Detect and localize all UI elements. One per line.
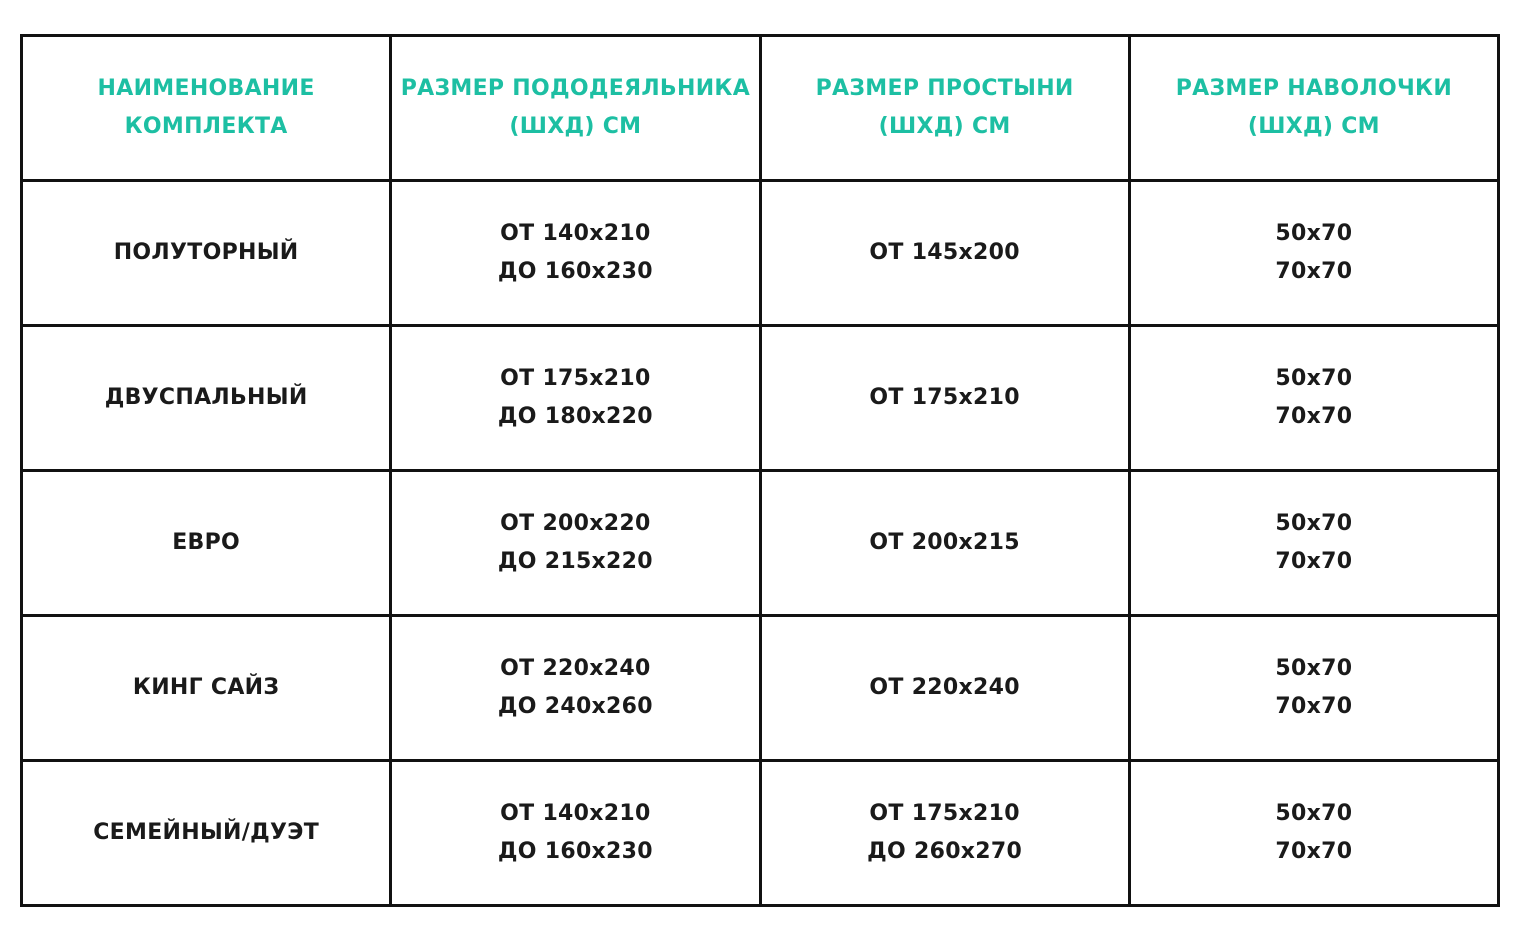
header-line: НАИМЕНОВАНИЕ bbox=[97, 76, 315, 101]
duvet-size-cell bbox=[391, 761, 760, 906]
table-row bbox=[22, 616, 1499, 761]
duvet-size-to: ДО 240х260 bbox=[497, 694, 653, 719]
header-pillowcase-size bbox=[1129, 36, 1498, 181]
sheet-size-cell bbox=[760, 616, 1129, 761]
set-name-cell bbox=[22, 761, 391, 906]
duvet-size-from: ОТ 220х240 bbox=[500, 656, 651, 681]
sheet-size-from: ОТ 175х210 bbox=[869, 801, 1020, 826]
header-line: РАЗМЕР НАВОЛОЧКИ bbox=[1175, 76, 1453, 101]
table-row bbox=[22, 326, 1499, 471]
pillowcase-size: 50х70 bbox=[1275, 801, 1353, 826]
sheet-size-cell bbox=[760, 181, 1129, 326]
header-sheet-size bbox=[760, 36, 1129, 181]
pillowcase-size: 70х70 bbox=[1275, 259, 1353, 284]
duvet-size-cell bbox=[391, 181, 760, 326]
sheet-size-cell bbox=[760, 326, 1129, 471]
duvet-size-to: ДО 160х230 bbox=[497, 259, 653, 284]
pillowcase-size: 50х70 bbox=[1275, 656, 1353, 681]
table-row bbox=[22, 761, 1499, 906]
sheet-size-from: ОТ 220х240 bbox=[869, 675, 1020, 700]
bedding-size-table bbox=[20, 34, 1500, 907]
pillowcase-size: 70х70 bbox=[1275, 549, 1353, 574]
table-row bbox=[22, 181, 1499, 326]
pillowcase-size: 50х70 bbox=[1275, 221, 1353, 246]
set-name-cell bbox=[22, 471, 391, 616]
pillowcase-size: 70х70 bbox=[1275, 404, 1353, 429]
pillowcase-size: 70х70 bbox=[1275, 694, 1353, 719]
header-line: (ШХД) СМ bbox=[1247, 114, 1380, 139]
duvet-size-from: ОТ 140х210 bbox=[500, 801, 651, 826]
pillowcase-size-cell bbox=[1129, 326, 1498, 471]
header-set-name bbox=[22, 36, 391, 181]
sheet-size-from: ОТ 200х215 bbox=[869, 530, 1020, 555]
duvet-size-from: ОТ 175х210 bbox=[500, 366, 651, 391]
set-name: ПОЛУТОРНЫЙ bbox=[113, 240, 299, 265]
header-duvet-size bbox=[391, 36, 760, 181]
duvet-size-cell bbox=[391, 326, 760, 471]
pillowcase-size-cell bbox=[1129, 181, 1498, 326]
table-row bbox=[22, 471, 1499, 616]
sheet-size-from: ОТ 175х210 bbox=[869, 385, 1020, 410]
set-name-cell bbox=[22, 616, 391, 761]
duvet-size-cell bbox=[391, 471, 760, 616]
sheet-size-from: ОТ 145х200 bbox=[869, 240, 1020, 265]
table-header-row bbox=[22, 36, 1499, 181]
pillowcase-size: 70х70 bbox=[1275, 839, 1353, 864]
pillowcase-size: 50х70 bbox=[1275, 511, 1353, 536]
set-name: КИНГ САЙЗ bbox=[132, 675, 280, 700]
set-name-cell bbox=[22, 181, 391, 326]
sheet-size-cell bbox=[760, 471, 1129, 616]
duvet-size-from: ОТ 200х220 bbox=[500, 511, 651, 536]
sheet-size-to: ДО 260х270 bbox=[867, 839, 1023, 864]
duvet-size-cell bbox=[391, 616, 760, 761]
pillowcase-size-cell bbox=[1129, 761, 1498, 906]
set-name: СЕМЕЙНЫЙ/ДУЭТ bbox=[93, 820, 320, 845]
duvet-size-from: ОТ 140х210 bbox=[500, 221, 651, 246]
header-line: РАЗМЕР ПОДОДЕЯЛЬНИКА bbox=[400, 76, 751, 101]
pillowcase-size-cell bbox=[1129, 471, 1498, 616]
header-line: РАЗМЕР ПРОСТЫНИ bbox=[815, 76, 1074, 101]
header-line: (ШХД) СМ bbox=[509, 114, 642, 139]
set-name-cell bbox=[22, 326, 391, 471]
set-name: ЕВРО bbox=[172, 530, 241, 555]
set-name: ДВУСПАЛЬНЫЙ bbox=[104, 385, 308, 410]
duvet-size-to: ДО 160х230 bbox=[497, 839, 653, 864]
pillowcase-size: 50х70 bbox=[1275, 366, 1353, 391]
duvet-size-to: ДО 215х220 bbox=[497, 549, 653, 574]
duvet-size-to: ДО 180х220 bbox=[497, 404, 653, 429]
sheet-size-cell bbox=[760, 761, 1129, 906]
header-line: КОМПЛЕКТА bbox=[124, 114, 288, 139]
header-line: (ШХД) СМ bbox=[878, 114, 1011, 139]
pillowcase-size-cell bbox=[1129, 616, 1498, 761]
